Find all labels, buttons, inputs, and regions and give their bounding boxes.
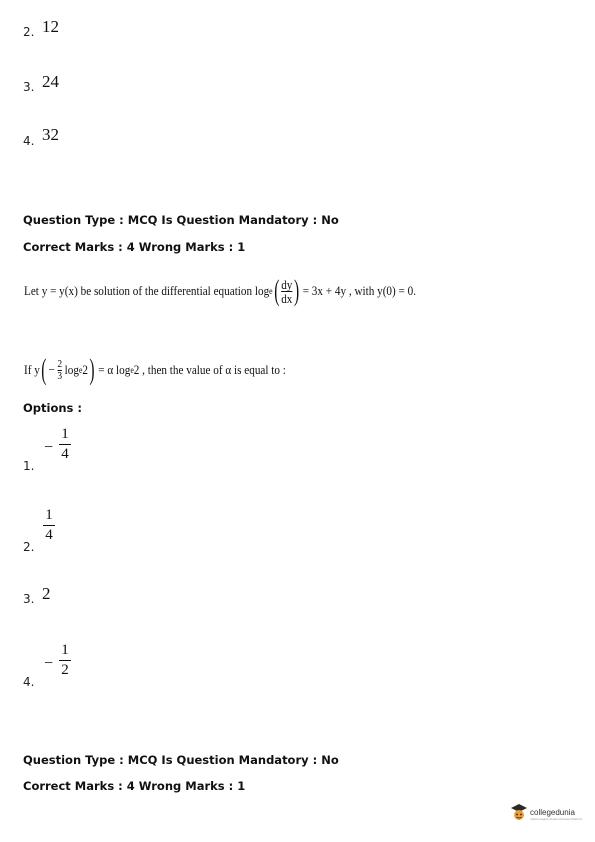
question-meta-marks: Correct Marks : 4 Wrong Marks : 1 [23, 240, 246, 254]
option-number: 4. [23, 675, 35, 689]
question-text-line2 [24, 350, 286, 390]
fraction-numerator: dy [281, 276, 293, 292]
fraction-denominator: 2 [61, 662, 69, 678]
logo-text: collegedunia [530, 808, 575, 817]
question-text-line1 [24, 271, 416, 311]
derivative-fraction [281, 278, 292, 305]
fraction-numerator: 2 [57, 357, 63, 370]
left-paren: ( [41, 353, 47, 386]
minus-sign: − [48, 362, 55, 377]
option-value: 12 [42, 17, 59, 36]
right-paren: ) [89, 353, 95, 386]
fraction-denominator: dx [281, 290, 293, 306]
question-text: = 3x + 4y , with y(0) = 0. [302, 283, 417, 298]
fraction-numerator: 1 [61, 426, 69, 442]
fraction-denominator: 4 [45, 527, 53, 543]
option-number: 3. [23, 80, 35, 94]
option-fraction [59, 427, 71, 462]
logo-text-block [530, 809, 582, 821]
fraction-denominator: 3 [57, 369, 63, 382]
option-fraction [59, 643, 71, 678]
question-meta-marks: Correct Marks : 4 Wrong Marks : 1 [23, 779, 246, 793]
fraction-denominator: 4 [61, 446, 69, 462]
log-text: log [64, 362, 79, 377]
option-number: 1. [23, 459, 35, 473]
fraction-numerator: 1 [45, 507, 53, 523]
option-number: 3. [23, 592, 35, 606]
fraction-bar [59, 444, 71, 445]
question-text: Let y = y(x) be solution of the differential equation log [24, 283, 270, 298]
question-text: = α log [98, 362, 131, 377]
collegedunia-logo [511, 804, 582, 826]
option-number: 4. [23, 134, 35, 148]
minus-sign: − [44, 655, 54, 672]
option-value: 32 [42, 125, 59, 144]
option-number: 2. [23, 25, 35, 39]
minus-sign: − [44, 439, 54, 456]
question-text: If y [24, 362, 40, 377]
right-paren: ) [294, 274, 300, 307]
question-meta-type: Question Type : MCQ Is Question Mandatory : No [23, 753, 339, 767]
fraction-bar [59, 660, 71, 661]
graduate-icon [511, 804, 527, 826]
log-base: e [78, 365, 83, 375]
question-text: 2 , then the value of α is equal to : [133, 362, 286, 377]
option-number: 2. [23, 540, 35, 554]
left-paren: ( [274, 274, 280, 307]
fraction-bar [43, 525, 55, 526]
log-base: e [130, 365, 134, 375]
log-argument: 2 [82, 362, 88, 377]
two-thirds-fraction [57, 359, 62, 382]
fraction-numerator: 1 [61, 642, 69, 658]
option-fraction [43, 508, 55, 543]
option-value: 2 [42, 584, 51, 603]
options-label: Options : [23, 401, 82, 415]
log-base: e [269, 286, 273, 296]
option-value: 24 [42, 72, 59, 91]
question-meta-type: Question Type : MCQ Is Question Mandatory : No [23, 213, 339, 227]
logo-tagline: India's largest Student Review Platform [530, 817, 583, 821]
